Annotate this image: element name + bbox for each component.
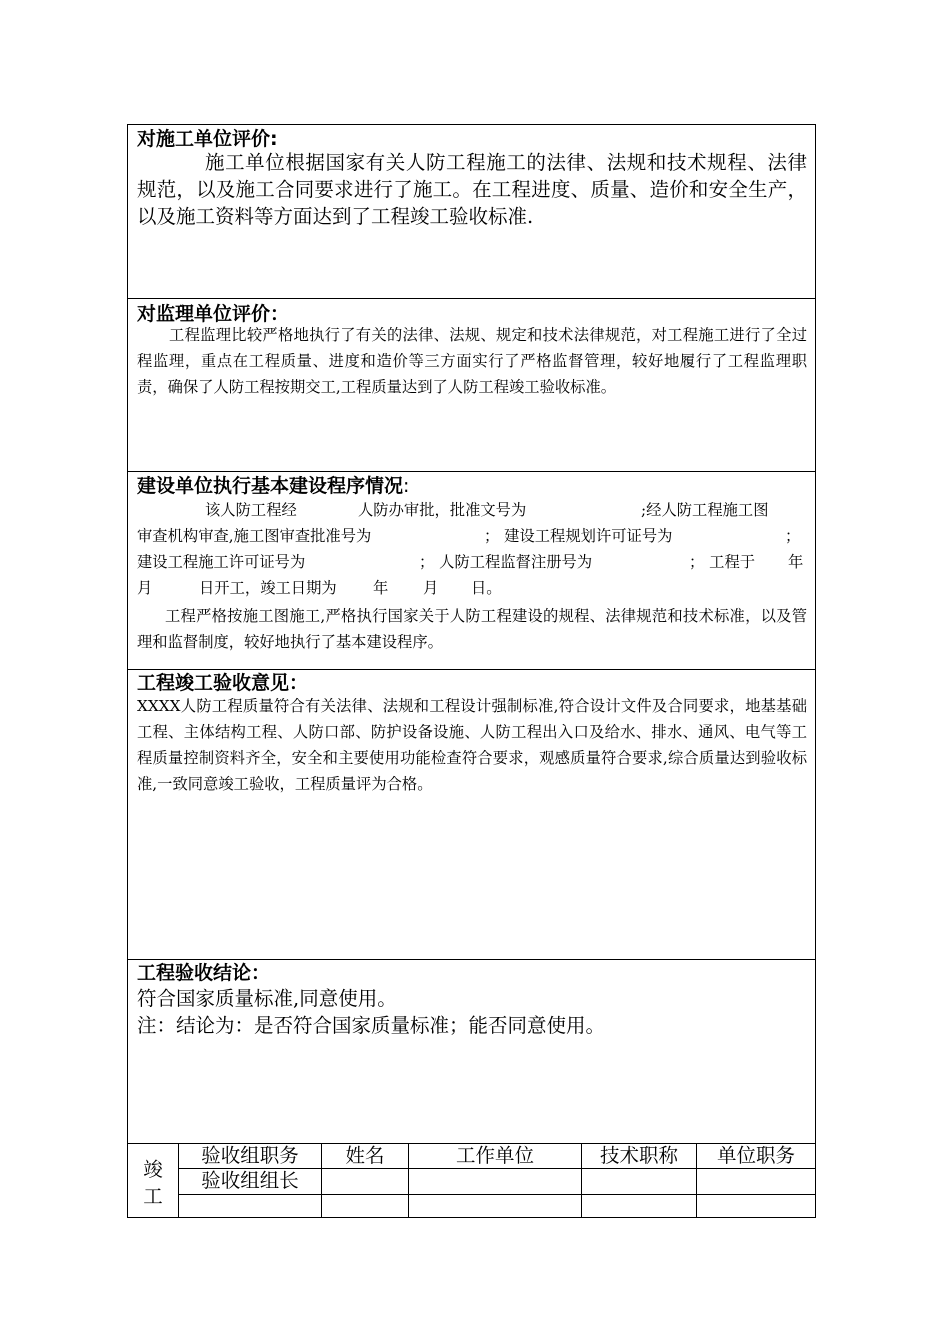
acceptance-form: [127, 124, 816, 1218]
procedure-line-1: [137, 497, 807, 523]
header-tech-title: 技术职称: [599, 1144, 678, 1167]
header-name: 姓名: [345, 1144, 385, 1167]
acceptance-team-table: [128, 1143, 815, 1217]
procedure-text: ； 人防工程监督注册号为: [419, 553, 593, 571]
builder-procedure-section: [128, 472, 815, 670]
procedure-text: ;经人防工程施工图: [641, 501, 769, 519]
procedure-text: ； 建设工程规划许可证号为: [484, 527, 673, 545]
builder-procedure-heading-text: 建设单位执行基本建设程序情况: [137, 475, 404, 497]
supervisor-eval-body: 工程监理比较严格地执行了有关的法律、法规、规定和技术法律规范，对工程施工进行了全过程监理，重点在工程质量、进度和造价等三方面实行了严格监督管理，较好地履行了工程监理职责，确保了人防工程按期交工,工程质量达到了人防工程竣工验收标准。: [137, 326, 807, 396]
conclusion-section: [128, 960, 815, 1143]
procedure-text: 月: [137, 579, 153, 597]
builder-procedure-heading: [137, 474, 409, 498]
procedure-text: 审查机构审查,施工图审查批准号为: [137, 527, 372, 545]
acceptance-opinion-body: XXXX人防工程质量符合有关法律、法规和工程设计强制标准,符合设计文件及合同要求，地基基础工程、主体结构工程、人防口部、防护设备设施、人防工程出入口及给水、排水、通风、电气等工程质量控制资料齐全，安全和主要使用功能检查符合要求，观感质量符合要求,综合质量达到验收标准,一致同意竣工验收，工程质量评为合格。: [137, 697, 807, 793]
builder-procedure-heading-colon: :: [403, 475, 410, 497]
conclusion-heading: 工程验收结论：: [137, 962, 271, 984]
procedure-line-4: [137, 575, 807, 601]
procedure-text: ；: [785, 527, 801, 545]
builder-procedure-para2: 工程严格按施工图施工,严格执行国家关于人防工程建设的规程、法律规范和技术标准，以及管理和监督制度，较好地执行了基本建设程序。: [137, 607, 807, 651]
procedure-text: 年: [373, 579, 389, 597]
supervisor-eval-heading: 对监理单位评价：: [137, 303, 290, 325]
table-row-divider: [178, 1194, 815, 1195]
acceptance-opinion-heading: 工程竣工验收意见：: [137, 672, 309, 694]
procedure-text: 该人防工程经: [205, 501, 297, 519]
side-label-char: 竣: [143, 1158, 163, 1181]
procedure-text: 日开工，竣工日期为: [199, 579, 337, 597]
contractor-eval-section: [128, 125, 815, 299]
contractor-eval-body: 施工单位根据国家有关人防工程施工的法律、法规和技术规程、法律规范，以及施工合同要求进行了施工。在工程进度、质量、造价和安全生产，以及施工资料等方面达到了工程竣工验收标准.: [137, 151, 807, 228]
procedure-text: 日。: [471, 579, 502, 597]
acceptance-opinion-section: [128, 670, 815, 960]
procedure-text: 建设工程施工许可证号为: [137, 553, 306, 571]
procedure-line-2: [137, 523, 807, 549]
conclusion-line-2: 注：结论为：是否符合国家质量标准；能否同意使用。: [137, 1014, 606, 1037]
header-role: 验收组职务: [201, 1144, 299, 1167]
procedure-text: ； 工程于: [689, 553, 756, 571]
conclusion-line-1: 符合国家质量标准,同意使用。: [137, 987, 397, 1010]
header-work-unit: 工作单位: [455, 1144, 534, 1167]
procedure-text: 人防办审批，批准文号为: [358, 501, 527, 519]
procedure-line-3: [137, 549, 807, 575]
procedure-text: 年: [788, 553, 804, 571]
supervisor-eval-section: [128, 299, 815, 472]
side-label-char: 工: [143, 1185, 163, 1208]
row-role-leader: 验收组组长: [201, 1169, 299, 1192]
header-unit-position: 单位职务: [716, 1144, 795, 1167]
procedure-text: 月: [423, 579, 439, 597]
contractor-eval-heading: 对施工单位评价:: [137, 128, 278, 150]
